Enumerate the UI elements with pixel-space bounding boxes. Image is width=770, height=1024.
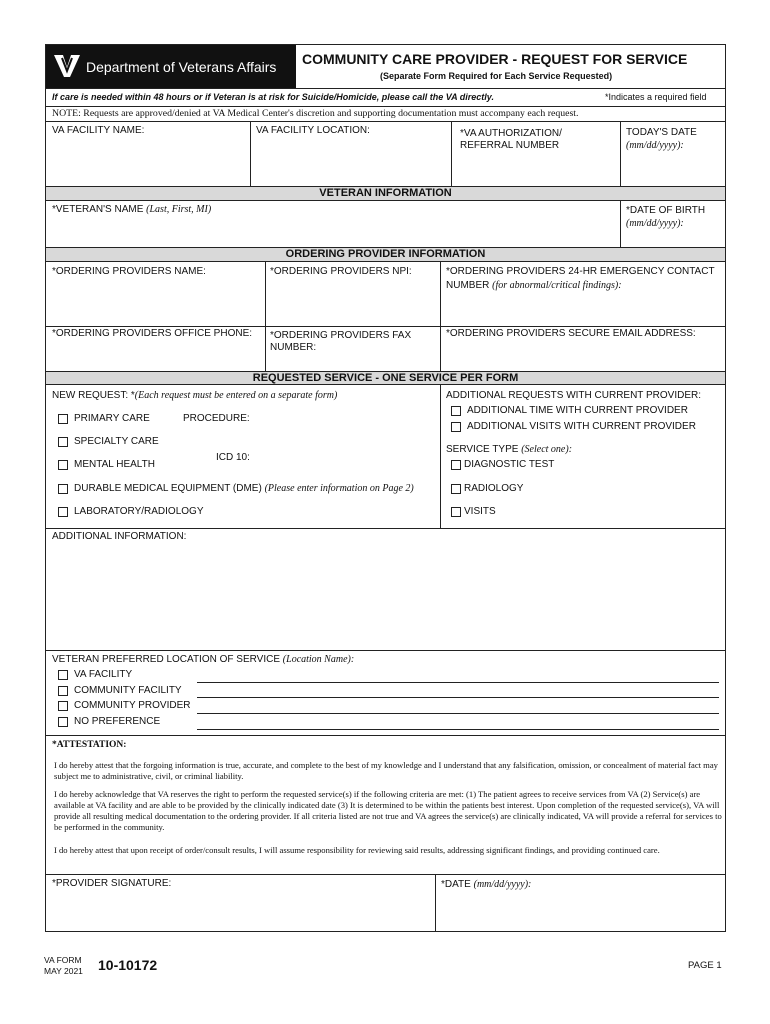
office-phone-label: *ORDERING PROVIDERS OFFICE PHONE: — [52, 328, 253, 339]
service-section-header: REQUESTED SERVICE - ONE SERVICE PER FORM — [46, 371, 725, 385]
icd-label: ICD 10: — [216, 452, 250, 463]
attestation-heading: *ATTESTATION: — [52, 740, 127, 750]
mental-health-label: MENTAL HEALTH — [74, 459, 155, 470]
dme-hint: (Please enter information on Page 2) — [264, 483, 414, 494]
radiology-label: RADIOLOGY — [464, 483, 524, 494]
new-request-hint: (Each request must be entered on a separate form) — [134, 390, 338, 401]
dme-checkbox[interactable] — [58, 484, 68, 494]
provider-name-label: *ORDERING PROVIDERS NAME: — [52, 266, 206, 277]
veteran-name-label — [52, 204, 211, 216]
signature-date-label-text: *DATE — [441, 879, 471, 890]
specialty-care-checkbox[interactable] — [58, 437, 68, 447]
authorization-label-2: REFERRAL NUMBER — [460, 140, 560, 151]
diagnostic-test-label: DIAGNOSTIC TEST — [464, 459, 555, 470]
diagnostic-test-checkbox[interactable] — [451, 460, 461, 470]
signature-date-field[interactable] — [437, 893, 725, 929]
va-seal-icon — [52, 53, 82, 79]
location-option: COMMUNITY PROVIDER — [74, 700, 191, 711]
visits-checkbox[interactable] — [451, 507, 461, 517]
dob-hint: (mm/dd/yyyy): — [626, 218, 684, 229]
location-va-facility-checkbox[interactable] — [58, 670, 68, 680]
additional-time-label: ADDITIONAL TIME WITH CURRENT PROVIDER — [467, 405, 688, 416]
visits-label: VISITS — [464, 506, 496, 517]
veteran-name-hint: (Last, First, MI) — [146, 204, 212, 215]
new-request-label-text: NEW REQUEST: * — [52, 390, 135, 401]
emergency-contact-label: *ORDERING PROVIDERS 24-HR EMERGENCY CONTACT — [446, 266, 715, 277]
location-option: VA FACILITY — [74, 669, 133, 680]
location-option: NO PREFERENCE — [74, 716, 161, 727]
preferred-location-hint: (Location Name): — [282, 654, 355, 665]
primary-care-checkbox[interactable] — [58, 414, 68, 424]
secure-email-label: *ORDERING PROVIDERS SECURE EMAIL ADDRESS: — [446, 328, 696, 339]
veteran-name-label-text: *VETERAN'S NAME — [52, 204, 144, 215]
authorization-number-field[interactable] — [453, 153, 619, 185]
todays-date-label: TODAY'S DATE — [626, 127, 697, 138]
veteran-name-field[interactable] — [47, 217, 619, 247]
request-form — [45, 44, 726, 932]
secure-email-field[interactable] — [442, 341, 725, 370]
emergency-number-text: NUMBER — [446, 280, 490, 291]
facility-location-label: VA FACILITY LOCATION: — [256, 125, 370, 136]
location-name-line-3[interactable] — [197, 713, 719, 714]
office-phone-field[interactable] — [47, 341, 264, 370]
attestation-paragraph-3: I do hereby attest that upon receipt of order/consult results, I will assume responsibility for reviewing said results, addressing significant findings, and providing continued care. — [54, 845, 660, 855]
fax-label-2: NUMBER: — [270, 342, 317, 353]
procedure-line[interactable] — [256, 424, 436, 426]
additional-info-field[interactable] — [47, 544, 724, 650]
service-type-label — [446, 444, 572, 456]
provider-signature-label: *PROVIDER SIGNATURE: — [52, 878, 172, 889]
veteran-section-header: VETERAN INFORMATION — [46, 186, 725, 201]
location-no-preference-checkbox[interactable] — [58, 717, 68, 727]
form-title: COMMUNITY CARE PROVIDER - REQUEST FOR SERVICE — [302, 51, 688, 67]
agency-header — [46, 45, 296, 88]
provider-npi-label: *ORDERING PROVIDERS NPI: — [270, 266, 412, 277]
provider-section-header: ORDERING PROVIDER INFORMATION — [46, 247, 725, 262]
facility-name-label: VA FACILITY NAME: — [52, 125, 145, 136]
new-request-label — [52, 390, 337, 402]
location-name-line-4[interactable] — [197, 729, 719, 730]
additional-requests-label: ADDITIONAL REQUESTS WITH CURRENT PROVIDER: — [446, 390, 702, 401]
required-notice: *Indicates a required field — [605, 92, 707, 102]
dob-label: *DATE OF BIRTH — [626, 205, 706, 216]
mental-health-checkbox[interactable] — [58, 460, 68, 470]
additional-time-checkbox[interactable] — [451, 406, 461, 416]
emergency-contact-label-2 — [446, 280, 622, 292]
dme-label — [74, 483, 414, 495]
preferred-location-label-text: VETERAN PREFERRED LOCATION OF SERVICE — [52, 654, 281, 665]
attestation-paragraph-1: I do hereby attest that the forgoing information is true, accurate, and complete to the best of my knowledge and I understand that any falsification, omission, or concealment of material fact may subject me to administrative, civil, or criminal liability. — [54, 760, 718, 781]
primary-care-label: PRIMARY CARE — [74, 413, 150, 424]
emergency-contact-hint: (for abnormal/critical findings): — [492, 280, 622, 291]
lab-radiology-label: LABORATORY/RADIOLOGY — [74, 506, 204, 517]
specialty-care-label: SPECIALTY CARE — [74, 436, 159, 447]
footer-form-date: MAY 2021 — [44, 966, 83, 976]
location-community-facility-checkbox[interactable] — [58, 686, 68, 696]
urgent-notice: If care is needed within 48 hours or if Veteran is at risk for Suicide/Homicide, please call the VA directly. — [52, 92, 494, 102]
dme-label-text: DURABLE MEDICAL EQUIPMENT (DME) — [74, 483, 262, 494]
todays-date-field[interactable] — [622, 153, 725, 185]
service-type-label-text: SERVICE TYPE — [446, 444, 519, 455]
footer-form-label: VA FORM — [44, 955, 82, 965]
emergency-contact-field[interactable] — [442, 294, 725, 325]
signature-date-hint: (mm/dd/yyyy): — [473, 879, 532, 890]
location-community-provider-checkbox[interactable] — [58, 701, 68, 711]
dob-field[interactable] — [622, 231, 725, 247]
procedure-label: PROCEDURE: — [183, 413, 250, 424]
additional-info-label: ADDITIONAL INFORMATION: — [52, 531, 187, 542]
footer-form-number: 10-10172 — [98, 957, 158, 973]
fax-label: *ORDERING PROVIDERS FAX — [270, 330, 412, 341]
additional-visits-checkbox[interactable] — [451, 422, 461, 432]
additional-visits-label: ADDITIONAL VISITS WITH CURRENT PROVIDER — [467, 421, 696, 432]
preferred-location-label — [52, 654, 354, 666]
facility-name-field[interactable] — [47, 137, 249, 185]
provider-signature-field[interactable] — [47, 891, 433, 929]
agency-name: Department of Veterans Affairs — [86, 59, 277, 75]
attestation-paragraph-2: I do hereby acknowledge that VA reserves the right to perform the requested service(s) if the following criteria are met: (1) The patient agrees to receive services from VA (2) Service(s) are available at VA facility and are able to be provided by the clinically indicated date (3) It is determined to be within the patients best interest. Upon completion of the requested service(s), VA will provide all resulting medical documentation to the ordering provider. If all criteria listed are not true and VA agrees the service(s) are clinically indicated, VA will provide a referral for services to be performed in the community. — [54, 789, 722, 832]
footer-page-number: PAGE 1 — [688, 960, 722, 971]
signature-date-label — [441, 879, 531, 891]
fax-field[interactable] — [267, 355, 439, 370]
lab-radiology-checkbox[interactable] — [58, 507, 68, 517]
service-type-hint: (Select one): — [521, 444, 573, 455]
todays-date-hint: (mm/dd/yyyy): — [626, 140, 684, 151]
radiology-checkbox[interactable] — [451, 484, 461, 494]
approval-note: NOTE: Requests are approved/denied at VA Medical Center's discretion and supporting documentation must accompany each request. — [52, 108, 579, 119]
provider-npi-field[interactable] — [267, 279, 439, 325]
provider-name-field[interactable] — [47, 279, 264, 325]
authorization-label: *VA AUTHORIZATION/ — [460, 128, 562, 139]
location-name-line-1[interactable] — [197, 682, 719, 683]
form-subtitle: (Separate Form Required for Each Service Requested) — [380, 71, 613, 81]
facility-location-field[interactable] — [252, 137, 450, 185]
location-option: COMMUNITY FACILITY — [74, 685, 182, 696]
location-name-line-2[interactable] — [197, 697, 719, 698]
